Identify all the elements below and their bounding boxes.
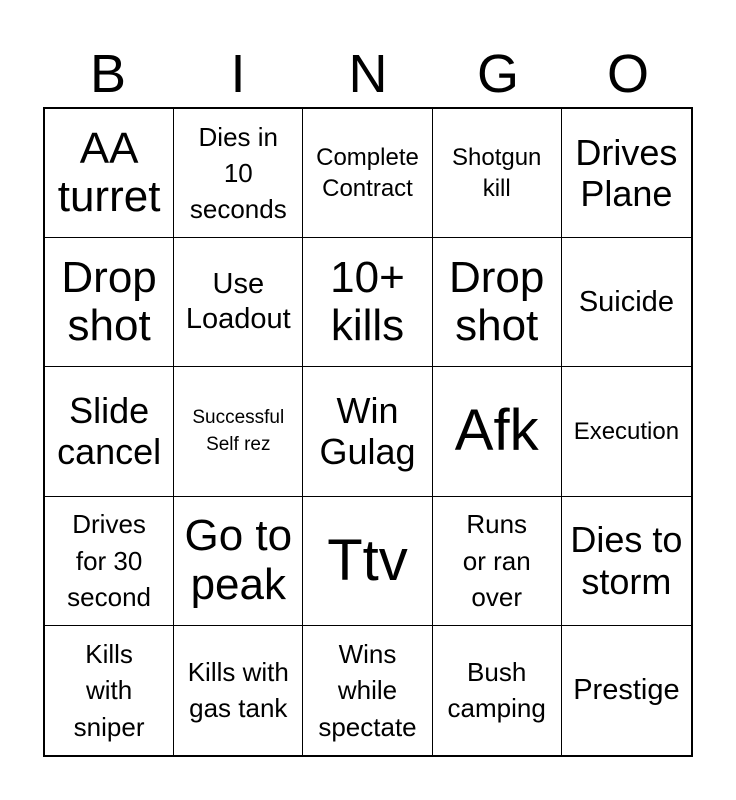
bingo-cell-label: Go to peak bbox=[184, 511, 293, 609]
bingo-cell-label: Bush camping bbox=[447, 657, 546, 724]
bingo-cell[interactable] bbox=[562, 497, 691, 626]
bingo-header bbox=[43, 42, 693, 106]
bingo-cell-label: Afk bbox=[454, 398, 539, 464]
bingo-cell[interactable] bbox=[433, 367, 562, 496]
bingo-cell[interactable] bbox=[562, 367, 691, 496]
bingo-cell[interactable] bbox=[45, 497, 174, 626]
bingo-cell[interactable] bbox=[303, 367, 432, 496]
bingo-cell[interactable] bbox=[45, 626, 174, 755]
header-letter-b: B bbox=[89, 44, 127, 104]
bingo-cell[interactable] bbox=[433, 626, 562, 755]
bingo-cell[interactable] bbox=[45, 367, 174, 496]
bingo-cell-label: Drives Plane bbox=[575, 131, 678, 215]
bingo-cell[interactable] bbox=[303, 497, 432, 626]
bingo-card-grid bbox=[43, 107, 693, 757]
bingo-cell-label: Successful Self rez bbox=[192, 406, 285, 456]
bingo-cell[interactable] bbox=[303, 238, 432, 367]
bingo-cell-label: Ttv bbox=[327, 527, 408, 593]
bingo-cell-label: Drop shot bbox=[61, 252, 157, 351]
bingo-cell-label: Win Gulag bbox=[319, 390, 416, 473]
bingo-cell-label: Use Loadout bbox=[185, 268, 291, 336]
bingo-cell[interactable] bbox=[433, 109, 562, 238]
bingo-cell-label: Kills with sniper bbox=[73, 638, 145, 742]
bingo-cell-label: AA turret bbox=[57, 123, 161, 222]
bingo-cell[interactable] bbox=[174, 367, 303, 496]
bingo-cell[interactable] bbox=[174, 497, 303, 626]
header-letter-i: I bbox=[230, 44, 246, 104]
bingo-cell-label: Suicide bbox=[578, 285, 674, 318]
bingo-cell-label: Dies to storm bbox=[570, 519, 683, 602]
bingo-cell[interactable] bbox=[45, 109, 174, 238]
bingo-cell[interactable] bbox=[174, 109, 303, 238]
bingo-cell[interactable] bbox=[562, 626, 691, 755]
bingo-cell[interactable] bbox=[562, 238, 691, 367]
bingo-cell[interactable] bbox=[174, 238, 303, 367]
bingo-cell[interactable] bbox=[303, 109, 432, 238]
bingo-cell[interactable] bbox=[433, 238, 562, 367]
bingo-cell-label: 10+ kills bbox=[330, 252, 405, 351]
bingo-cell-label: Runs or ran over bbox=[462, 509, 531, 612]
header-letter-n: N bbox=[348, 44, 388, 104]
bingo-cell-label: Kills with gas tank bbox=[187, 657, 289, 724]
bingo-cell[interactable] bbox=[45, 238, 174, 367]
bingo-cell-label: Execution bbox=[573, 417, 680, 445]
bingo-cell-label: Slide cancel bbox=[57, 390, 162, 473]
header-letter-g: G bbox=[476, 44, 519, 104]
bingo-cell-label: Wins while spectate bbox=[318, 638, 417, 742]
bingo-cell-label: Prestige bbox=[573, 673, 680, 706]
bingo-cell-label: Drives for 30 second bbox=[67, 509, 152, 612]
bingo-cell[interactable] bbox=[303, 626, 432, 755]
bingo-cell[interactable] bbox=[174, 626, 303, 755]
bingo-cell-label: Drop shot bbox=[449, 252, 545, 351]
bingo-cell[interactable] bbox=[433, 497, 562, 626]
bingo-cell-label: Dies in 10 seconds bbox=[189, 121, 287, 225]
bingo-cell-label: Complete Contract bbox=[316, 143, 419, 203]
bingo-cell[interactable] bbox=[562, 109, 691, 238]
header-letter-o: O bbox=[606, 44, 649, 104]
bingo-cell-label: Shotgun kill bbox=[451, 143, 542, 203]
